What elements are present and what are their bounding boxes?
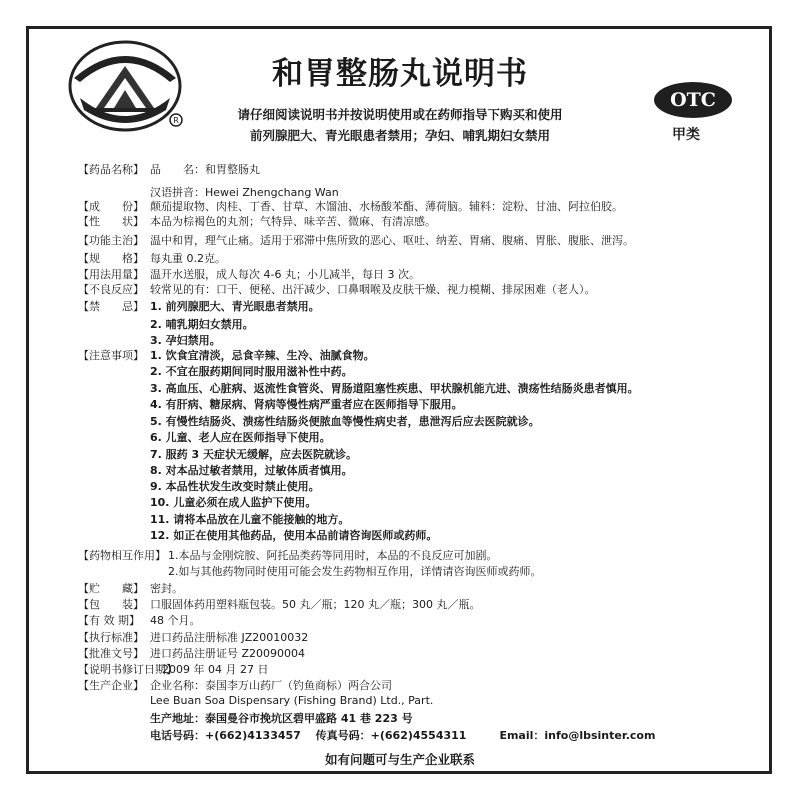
section-text: 4. 有肝病、糖尿病、肾病等慢性病严重者应在医师指导下服用。	[150, 398, 463, 411]
svg-text:R: R	[173, 116, 179, 125]
section-text: 本品为棕褐色的丸剂；气特异、味辛苦、微麻、有清凉感。	[150, 215, 436, 228]
brand-logo	[66, 38, 184, 134]
section-label: 【药品名称】	[78, 163, 144, 176]
section-text: 每丸重 0.2克。	[150, 252, 226, 265]
section-text: 3. 高血压、心脏病、返流性食管炎、胃肠道阻塞性疾患、甲状腺机能亢进、溃疡性结肠炎患者慎用。	[150, 382, 639, 395]
section-label: 【用法用量】	[78, 268, 144, 281]
section-label: 【不良反应】	[78, 283, 144, 296]
section-text: 进口药品注册标准 JZ20010032	[150, 631, 309, 644]
section-label: 【禁 忌】	[78, 300, 144, 313]
section-text: 48 个月。	[150, 614, 201, 627]
section-text: 电话号码：+(662)4133457 传真号码：+(662)4554311 Email：info@lbsinter.com	[150, 729, 656, 742]
section-text: 较常见的有：口干、便秘、出汗减少、口鼻咽喉及皮肤干燥、视力模糊、排尿困难（老人）。	[150, 283, 596, 296]
section-text: 11. 请将本品放在儿童不能接触的地方。	[150, 513, 350, 526]
section-text: 2.如与其他药物同时使用可能会发生药物相互作用，详情请咨询医师或药师。	[168, 565, 542, 578]
section-text: 7. 服药 3 天症状无缓解，应去医院就诊。	[150, 448, 357, 461]
section-label: 【药物相互作用】	[78, 549, 166, 562]
section-text: Lee Buan Soa Dispensary (Fishing Brand) Ltd., Part.	[150, 694, 434, 707]
section-label: 【包 装】	[78, 598, 144, 611]
section-text: 8. 对本品过敏者禁用，过敏体质者慎用。	[150, 464, 353, 477]
section-label: 【贮 藏】	[78, 582, 144, 595]
section-label: 【执行标准】	[78, 631, 144, 644]
section-label: 【有 效 期】	[78, 614, 140, 627]
section-text: 密封。	[150, 582, 183, 595]
section-text: 10. 儿童必须在成人监护下使用。	[150, 496, 317, 509]
otc-badge: OTC	[654, 82, 732, 118]
contraindication-warning: 前列腺肥大、青光眼患者禁用；孕妇、哺乳期妇女禁用	[249, 128, 550, 143]
section-text: 1. 饮食宜清淡，忌食辛辣、生冷、油腻食物。	[150, 349, 375, 362]
section-text: 企业名称：泰国李万山药厂（钓鱼商标）两合公司	[150, 679, 392, 692]
section-text: 口服固体药用塑料瓶包装。50 丸／瓶；120 丸／瓶；300 丸／瓶。	[150, 598, 481, 611]
section-text: 2. 哺乳期妇女禁用。	[150, 318, 254, 331]
section-text: 1. 前列腺肥大、青光眼患者禁用。	[150, 300, 320, 313]
page-title: 和胃整肠丸说明书	[272, 56, 528, 92]
section-label: 【生产企业】	[78, 679, 144, 692]
section-label: 【规 格】	[78, 252, 144, 265]
section-label: 【说明书修订日期】	[78, 663, 177, 676]
section-text: 温开水送服，成人每次 4-6 丸；小儿减半，每日 3 次。	[150, 268, 420, 281]
section-text: 温中和胃，理气止痛。适用于邪滞中焦所致的恶心、呕吐、纳差、胃痛、腹痛、胃胀、腹胀、泄泻。	[150, 234, 634, 247]
section-text: 1.本品与金刚烷胺、阿托品类药等同用时，本品的不良反应可加剧。	[168, 549, 498, 562]
section-text: 品 名：和胃整肠丸	[150, 163, 260, 176]
section-label: 【批准文号】	[78, 647, 144, 660]
section-text: 12. 如正在使用其他药品，使用本品前请咨询医师或药师。	[150, 529, 438, 542]
section-text: 2009 年 04 月 27 日	[162, 663, 269, 676]
section-label: 【注意事项】	[78, 349, 144, 362]
section-text: 2. 不宜在服药期间同时服用滋补性中药。	[150, 365, 353, 378]
section-text: 9. 本品性状发生改变时禁止使用。	[150, 480, 320, 493]
section-label: 【性 状】	[78, 215, 144, 228]
section-text: 生产地址：泰国曼谷市挽坑区碧甲盛路 41 巷 223 号	[150, 712, 413, 725]
section-label: 【成 份】	[78, 200, 144, 213]
section-text: 进口药品注册证号 Z20090004	[150, 647, 306, 660]
section-label: 【功能主治】	[78, 234, 144, 247]
section-text: 汉语拼音：Hewei Zhengchang Wan	[150, 186, 339, 199]
section-text: 6. 儿童、老人应在医师指导下使用。	[150, 431, 331, 444]
footer-contact-note: 如有问题可与生产企业联系	[324, 752, 475, 767]
section-text: 颠茄提取物、肉桂、丁香、甘草、木馏油、水杨酸苯酯、薄荷脑。辅料：淀粉、甘油、阿拉伯胶。	[150, 200, 623, 213]
section-text: 3. 孕妇禁用。	[150, 334, 221, 347]
usage-warning: 请仔细阅读说明书并按说明使用或在药师指导下购买和使用	[237, 107, 563, 122]
section-text: 5. 有慢性结肠炎、溃疡性结肠炎便脓血等慢性病史者，患泄泻后应去医院就诊。	[150, 415, 540, 428]
otc-class-label: 甲类	[672, 127, 700, 143]
